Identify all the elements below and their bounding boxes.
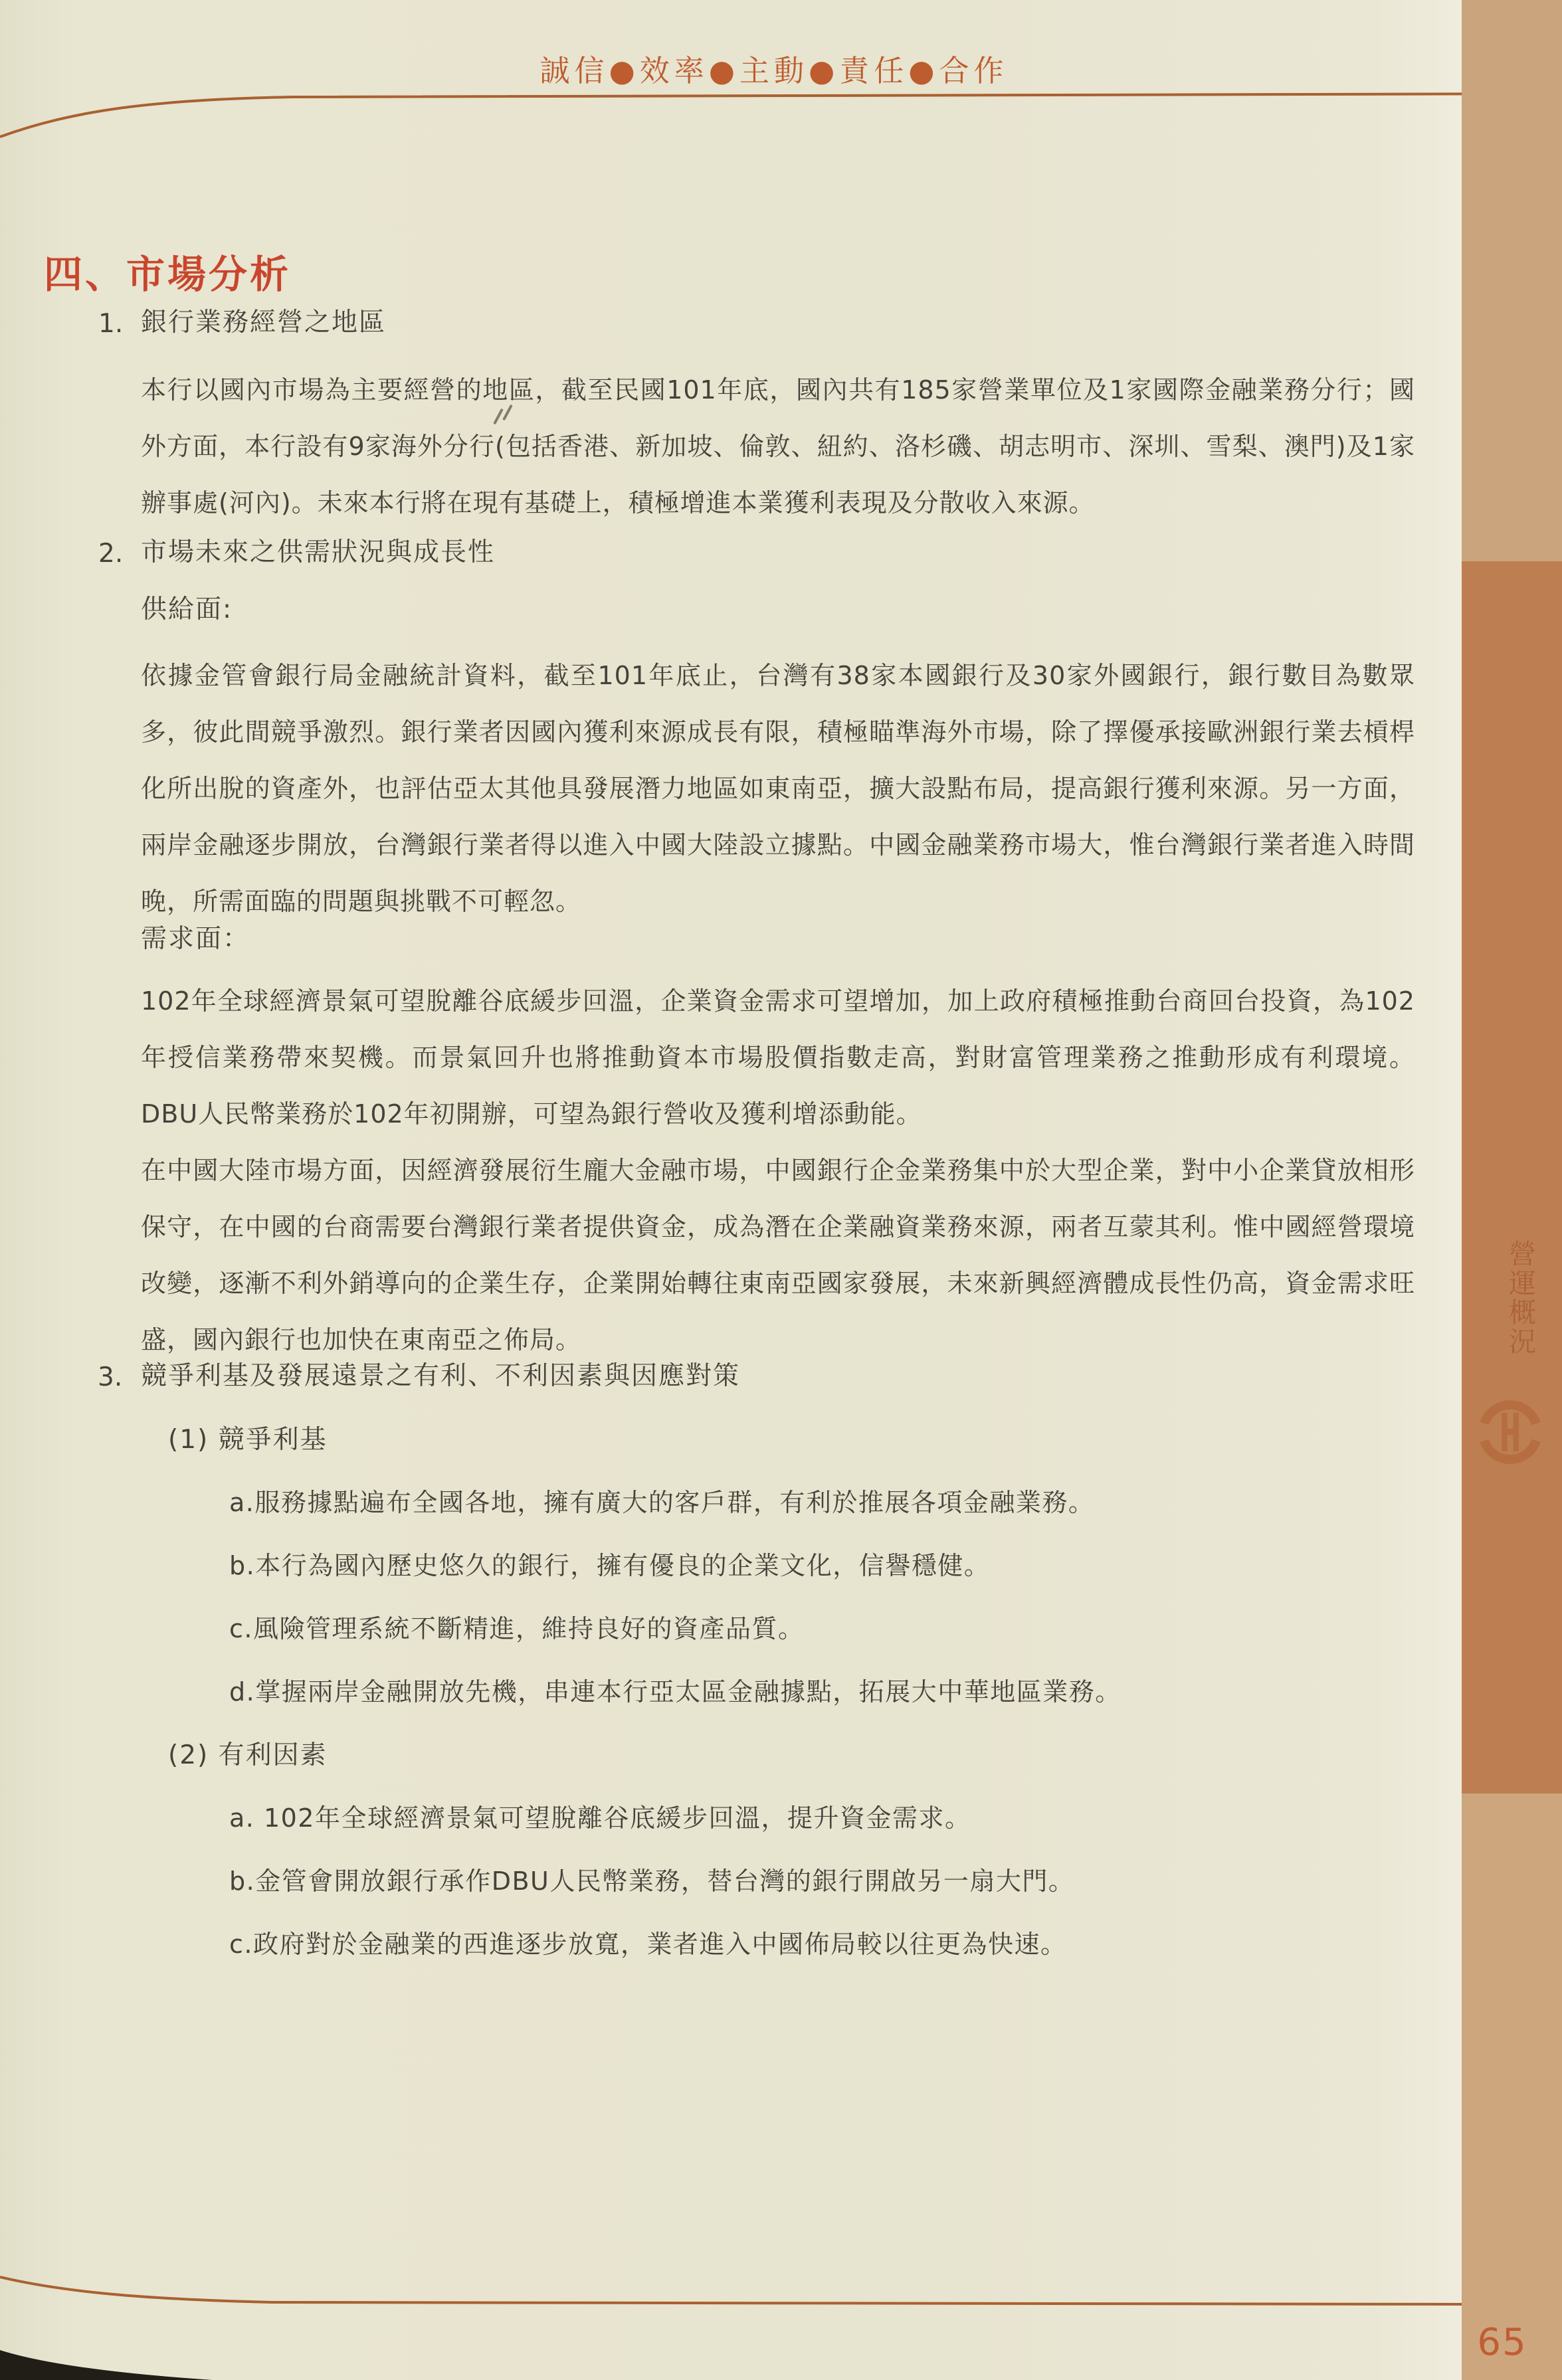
niche-item-c: c.風險管理系統不斷精進，維持良好的資產品質。: [229, 1614, 805, 1643]
demand-side-paragraph: 102年全球經濟景氣可望脫離谷底緩步回溫，企業資金需求可望增加，加上政府積極推動台商回台投資，為102年授信業務帶來契機。而景氣回升也將推動資本市場股價指數走高，對財富管理業務之推動形成有利環境。DBU人民幣業務於102年初開辦，可望為銀行營收及獲利增添動能。: [141, 986, 1415, 1129]
favorable-item-a: a. 102年全球經濟景氣可望脫離谷底緩步回溫，提升資金需求。: [229, 1803, 971, 1833]
scan-edge-shadow: [0, 2338, 213, 2380]
side-band-bottom: [1462, 1793, 1562, 2380]
pen-mark-artifact: [497, 408, 517, 434]
side-band-top: [1462, 0, 1562, 561]
competitive-niche-label: (1) 競爭利基: [168, 1425, 328, 1455]
item-3-number: 3.: [98, 1362, 123, 1392]
item-1-number: 1.: [98, 309, 124, 339]
item-1-heading: 銀行業務經營之地區: [141, 308, 387, 337]
chapter-tab-label: 營運概況: [1504, 1239, 1536, 1356]
section-title: 四、市場分析: [44, 252, 292, 297]
item-3-heading: 競爭利基及發展遠景之有利、不利因素與因應對策: [141, 1361, 741, 1391]
item-2-heading: 市場未來之供需狀況與成長性: [141, 537, 496, 567]
bank-logo-icon: [1474, 1396, 1546, 1468]
side-band-middle: [1462, 561, 1562, 1793]
supply-side-label: 供給面:: [141, 595, 233, 624]
header-motto: 誠信●效率●主動●責任●合作: [539, 53, 1009, 88]
favorable-item-b: b.金管會開放銀行承作DBU人民幣業務，替台灣的銀行開啟另一扇大門。: [229, 1867, 1075, 1896]
favorable-factors-label: (2) 有利因素: [168, 1740, 328, 1770]
demand-side-label: 需求面：: [141, 924, 250, 954]
niche-item-b: b.本行為國內歷史悠久的銀行，擁有優良的企業文化，信譽穩健。: [229, 1551, 991, 1580]
favorable-item-c: c.政府對於金融業的西進逐步放寬，業者進入中國佈局較以往更為快速。: [229, 1930, 1067, 1959]
niche-item-d: d.掌握兩岸金融開放先機，串連本行亞太區金融據點，拓展大中華地區業務。: [229, 1677, 1122, 1706]
supply-side-paragraph: 依據金管會銀行局金融統計資料，截至101年底止，台灣有38家本國銀行及30家外國銀行，銀行數目為數眾多，彼此間競爭激烈。銀行業者因國內獲利來源成長有限，積極瞄準海外市場，除了擇優承接歐洲銀行業去槓桿化所出脫的資產外，也評估亞太其他具發展潛力地區如東南亞，擴大設點布局，提高銀行獲利來源。另一方面，兩岸金融逐步開放，台灣銀行業者得以進入中國大陸設立據點。中國金融業務市場大，惟台灣銀行業者進入時間晚，所需面臨的問題與挑戰不可輕忽。: [141, 661, 1415, 916]
niche-item-a: a.服務據點遍布全國各地，擁有廣大的客戶群，有利於推展各項金融業務。: [229, 1488, 1095, 1517]
page-number: 65: [1477, 2321, 1527, 2364]
item-1-paragraph: 本行以國內市場為主要經營的地區，截至民國101年底，國內共有185家營業單位及1家國際金融業務分行；國外方面，本行設有9家海外分行(包括香港、新加坡、倫敦、紐約、洛杉磯、胡志明市、深圳、雪梨、澳門)及1家辦事處(河內)。未來本行將在現有基礎上，積極增進本業獲利表現及分散收入來源。: [141, 375, 1415, 517]
china-market-paragraph: 在中國大陸市場方面，因經濟發展衍生龐大金融市場，中國銀行企金業務集中於大型企業，對中小企業貸放相形保守，在中國的台商需要台灣銀行業者提供資金，成為潛在企業融資業務來源，兩者互蒙其利。惟中國經營環境改變，逐漸不利外銷導向的企業生存，企業開始轉往東南亞國家發展，未來新興經濟體成長性仍高，資金需求旺盛，國內銀行也加快在東南亞之佈局。: [141, 1156, 1415, 1354]
item-2-number: 2.: [98, 539, 124, 569]
